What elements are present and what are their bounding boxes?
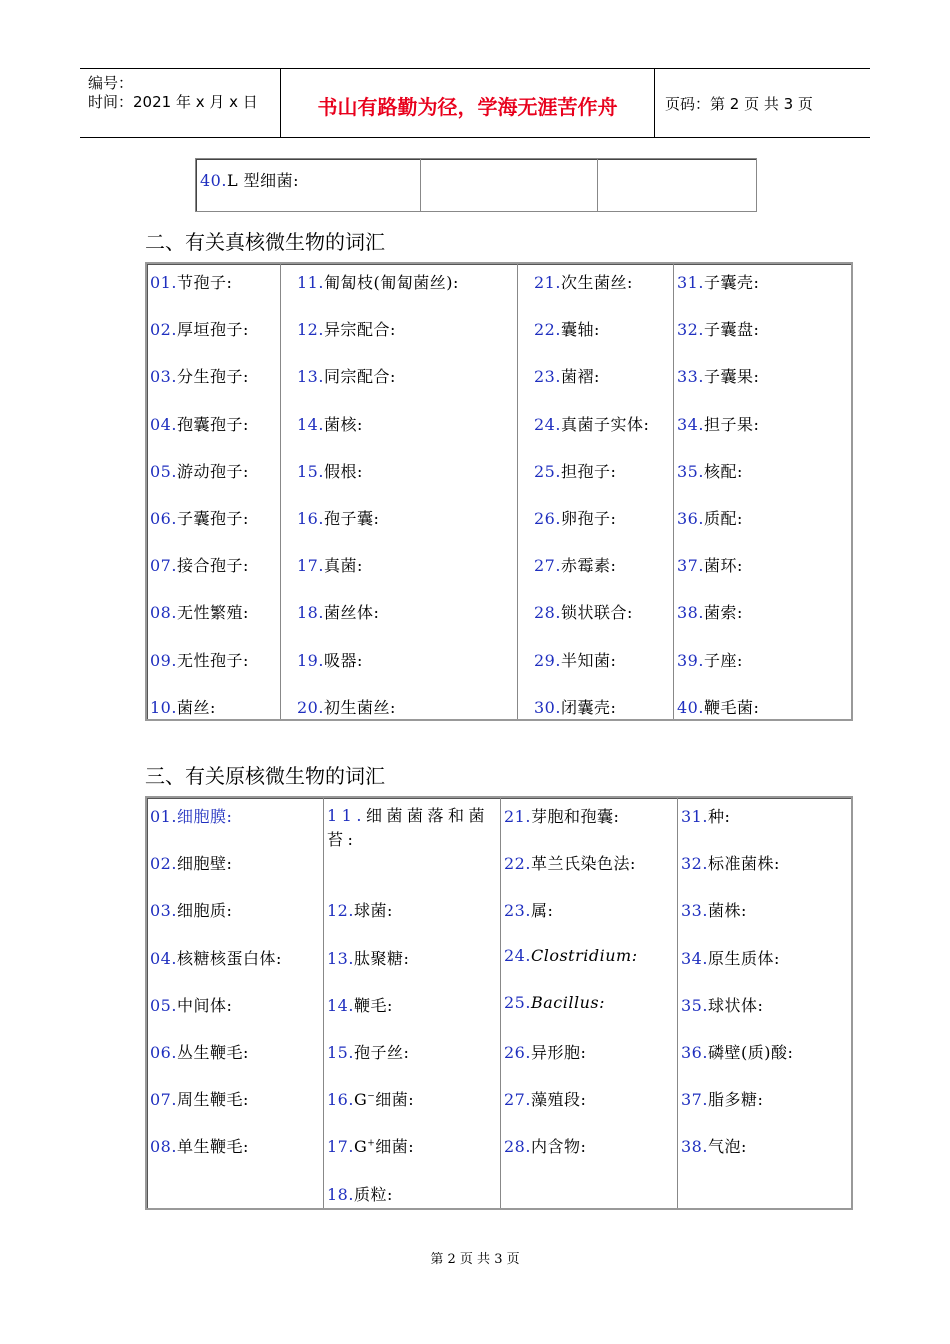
term-item: 38.气泡:	[681, 1137, 747, 1157]
term-item: 05.游动孢子:	[150, 461, 249, 481]
term-item: 07.接合孢子:	[150, 556, 249, 576]
term-item: 30.闭囊壳:	[534, 697, 617, 717]
term-item: 22.革兰氏染色法:	[504, 854, 636, 874]
term-item: 16.G−细菌:	[327, 1090, 415, 1110]
term-item: 02.厚垣孢子:	[150, 320, 249, 340]
section-heading-eukaryote: 二、有关真核微生物的词汇	[145, 230, 385, 254]
table-column	[674, 264, 851, 719]
term-item: 09.无性孢子:	[150, 650, 249, 670]
term-item: 06.子囊孢子:	[150, 509, 249, 528]
term-item: 12.异宗配合:	[297, 320, 396, 340]
term-item: 27.赤霉素:	[534, 556, 617, 576]
term-item: 04.核糖核蛋白体:	[150, 948, 282, 968]
term-item: 03.分生孢子:	[150, 367, 249, 387]
term-item: 11.匍匐枝(匍匐菌丝):	[297, 273, 459, 292]
table-column	[147, 798, 324, 1208]
section-heading-prokaryote: 三、有关原核微生物的词汇	[145, 764, 385, 788]
term-item: 21.次生菌丝:	[534, 273, 633, 292]
term-item: 40.L 型细菌:	[200, 171, 300, 190]
table-cell	[196, 159, 421, 211]
term-item: 18.质粒:	[327, 1184, 393, 1204]
term-item: 03.细胞质:	[150, 901, 233, 921]
term-item: 18.菌丝体:	[297, 603, 380, 623]
term-item: 39.子座:	[677, 650, 743, 670]
term-item: 07.周生鞭毛:	[150, 1090, 249, 1110]
prokaryote-term-table	[145, 796, 853, 1210]
term-item: 32.子囊盘:	[677, 320, 760, 340]
header-motto-cell	[281, 69, 655, 137]
term-item: 13.肽聚糖:	[327, 948, 410, 968]
term-item: 35.球状体:	[681, 995, 764, 1015]
term-item: 14.鞭毛:	[327, 995, 393, 1015]
term-item: 08.无性繁殖:	[150, 603, 249, 623]
term-item: 06.丛生鞭毛:	[150, 1043, 249, 1062]
term-item: 14.菌核:	[297, 414, 363, 434]
term-item: 10.菌丝:	[150, 697, 216, 717]
term-item: 40.鞭毛菌:	[677, 697, 760, 717]
term-item: 31.种:	[681, 807, 731, 826]
motto: 书山有路勤为径，学海无涯苦作舟	[317, 95, 618, 119]
term-item: 23.菌褶:	[534, 367, 600, 387]
term-item: 17.真菌:	[297, 556, 363, 576]
term-item: 08.单生鞭毛:	[150, 1137, 249, 1157]
table-cell	[421, 159, 598, 211]
page-indicator: 页码：第 2 页 共 3 页	[665, 95, 813, 113]
term-item: 38.菌索:	[677, 603, 743, 623]
term-item: 19.吸器:	[297, 650, 363, 670]
time-label: 时间：2021 年 x 月 x 日	[88, 93, 258, 111]
term-item: 28.内含物:	[504, 1137, 587, 1157]
header-meta-cell	[80, 69, 281, 137]
page-footer: 第 2 页 共 3 页	[430, 1252, 520, 1267]
eukaryote-term-table	[145, 262, 853, 721]
term-item: 32.标准菌株:	[681, 854, 780, 874]
term-item: 17.G+细菌:	[327, 1137, 415, 1157]
term-item: 15.孢子丝:	[327, 1043, 410, 1062]
table-column	[518, 264, 674, 719]
term-item: 12.球菌:	[327, 901, 393, 921]
term-item: 05.中间体:	[150, 995, 233, 1015]
term-item: 26.卵孢子:	[534, 509, 617, 528]
term-item: 26.异形胞:	[504, 1043, 587, 1062]
term-item: 20.初生菌丝:	[297, 697, 396, 717]
header-page-cell	[655, 69, 870, 137]
term-item: 11.细菌菌落和菌 苔:	[327, 806, 489, 849]
term-table-continued	[195, 158, 757, 212]
term-item: 29.半知菌:	[534, 650, 617, 670]
term-item: 13.同宗配合:	[297, 367, 396, 387]
table-column	[324, 798, 501, 1208]
table-column	[678, 798, 851, 1208]
term-item: 35.核配:	[677, 461, 743, 481]
term-item: 27.藻殖段:	[504, 1090, 587, 1110]
term-item: 25.Bacillus:	[504, 992, 605, 1012]
term-item: 16.孢子囊:	[297, 509, 380, 528]
term-item: 01.节孢子:	[150, 273, 233, 292]
table-column	[501, 798, 678, 1208]
term-item: 36.质配:	[677, 509, 743, 528]
table-column	[147, 264, 281, 719]
term-item: 33.菌株:	[681, 901, 747, 921]
number-label: 编号：	[88, 74, 134, 92]
term-item: 34.担子果:	[677, 414, 760, 434]
term-item: 25.担孢子:	[534, 461, 617, 481]
term-item: 34.原生质体:	[681, 948, 780, 968]
term-item: 24.Clostridium:	[504, 945, 638, 965]
term-item: 24.真菌子实体:	[534, 414, 650, 434]
term-item: 36.磷壁(质)酸:	[681, 1043, 794, 1062]
term-item: 01.细胞膜:	[150, 807, 233, 826]
table-cell	[598, 159, 754, 211]
term-item: 28.锁状联合:	[534, 603, 633, 623]
term-item: 23.属:	[504, 901, 554, 921]
term-item: 33.子囊果:	[677, 367, 760, 387]
term-item: 04.孢囊孢子:	[150, 414, 249, 434]
term-item: 21.芽胞和孢囊:	[504, 807, 620, 826]
term-item: 37.菌环:	[677, 556, 743, 576]
term-item: 31.子囊壳:	[677, 273, 760, 292]
term-item: 15.假根:	[297, 461, 363, 481]
term-item: 02.细胞壁:	[150, 854, 233, 874]
page-header	[80, 68, 870, 138]
term-item: 22.囊轴:	[534, 320, 600, 340]
term-item: 37.脂多糖:	[681, 1090, 764, 1110]
table-column	[281, 264, 518, 719]
